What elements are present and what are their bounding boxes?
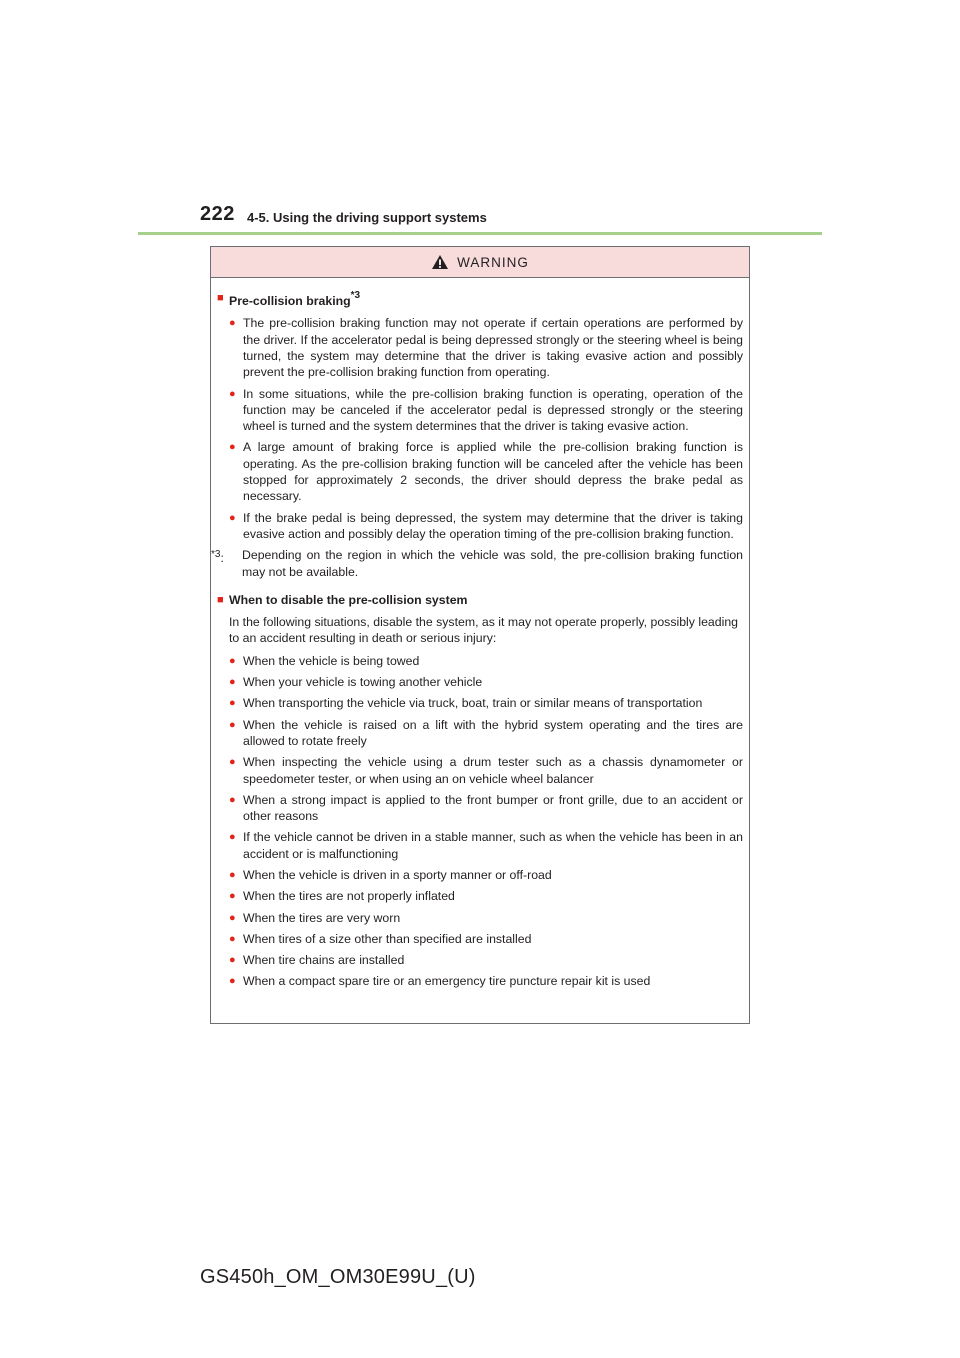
section1-heading: Pre-collision braking — [229, 294, 351, 309]
list-item-text: When your vehicle is towing another vehicle — [243, 675, 483, 690]
circle-bullet-icon: ● — [229, 317, 236, 330]
list-item — [217, 695, 743, 711]
circle-bullet-icon: ● — [229, 932, 236, 945]
list-item — [217, 653, 743, 669]
list-item-text: If the vehicle cannot be driven in a stable manner, such as when the vehicle has been in an accident or is malfunctioning — [243, 830, 743, 861]
warning-header — [211, 247, 749, 278]
square-bullet-icon: ■ — [217, 593, 224, 606]
footnote-text: Depending on the region in which the vehicle was sold, the pre-collision braking function may not be available. — [242, 548, 743, 579]
list-item-text: When the tires are very worn — [243, 910, 401, 925]
list-item — [217, 973, 743, 989]
warning-body — [211, 278, 749, 990]
warning-title: WARNING — [457, 254, 529, 270]
list-item — [217, 931, 743, 947]
header-rule — [138, 232, 822, 235]
list-item — [217, 510, 743, 543]
circle-bullet-icon: ● — [229, 890, 236, 903]
list-item-text: When the tires are not properly inflated — [243, 889, 455, 904]
list-item — [217, 754, 743, 787]
list-item — [217, 315, 743, 380]
square-bullet-icon: ■ — [217, 292, 224, 304]
footnote-mark: *3 — [211, 549, 221, 561]
list-item — [217, 952, 743, 968]
list-item-text: When the vehicle is being towed — [243, 653, 420, 668]
list-item — [217, 439, 743, 504]
list-item — [217, 717, 743, 750]
list-item-text: When a compact spare tire or an emergency tire puncture repair kit is used — [243, 974, 651, 989]
circle-bullet-icon: ● — [229, 654, 236, 667]
list-item-text: When the vehicle is driven in a sporty manner or off-road — [243, 868, 552, 882]
list-item-text: When transporting the vehicle via truck, boat, train or similar means of transportation — [243, 696, 703, 711]
footnote: $^{*3}$: Depending on the region in which the vehicle was sold, the pre-collision braking function may not be available. — [211, 548, 743, 579]
list-item-text: When tires of a size other than specified are installed — [243, 931, 532, 946]
circle-bullet-icon: ● — [229, 441, 236, 454]
list-item — [217, 867, 743, 883]
section-title: 4-5. Using the driving support systems — [247, 210, 487, 225]
warning-triangle-icon — [431, 254, 449, 270]
page-number: 222 — [200, 203, 235, 225]
section-heading-disable-pre-collision — [217, 592, 743, 608]
circle-bullet-icon: ● — [229, 954, 236, 967]
section2-heading: When to disable the pre-collision system — [229, 592, 468, 607]
circle-bullet-icon: ● — [229, 975, 236, 988]
list-item-text: In some situations, while the pre-collision braking function is operating, operation of the function may be canceled if the accelerator pedal is depressed strongly or the steering wheel is turned and the system determines that the driver is taking evasive action. — [243, 386, 743, 434]
list-item — [217, 792, 743, 825]
circle-bullet-icon: ● — [229, 676, 236, 689]
list-item-text: When a strong impact is applied to the front bumper or front grille, due to an accident or other reasons — [243, 792, 743, 824]
circle-bullet-icon: ● — [229, 756, 236, 769]
list-item-text: When tire chains are installed — [243, 953, 405, 968]
document-code: GS450h_OM_OM30E99U_(U) — [200, 1266, 476, 1288]
list-item — [217, 910, 743, 926]
warning-box — [210, 246, 750, 1024]
list-item-text: When inspecting the vehicle using a drum tester such as a chassis dynamometer or speedometer tester, or when using an on vehicle wheel balancer — [243, 755, 743, 786]
list-item — [217, 829, 743, 862]
section-heading-pre-collision-braking — [217, 290, 743, 309]
section1-heading-sup: *3 — [350, 290, 361, 301]
circle-bullet-icon: ● — [229, 697, 236, 710]
circle-bullet-icon: ● — [229, 911, 236, 924]
section2-intro: In the following situations, disable the system, as it may not operate properly, possibly leading to an accident resulting in death or serious injury: — [229, 615, 738, 646]
circle-bullet-icon: ● — [229, 869, 236, 881]
circle-bullet-icon: ● — [229, 718, 236, 731]
circle-bullet-icon: ● — [229, 387, 236, 400]
list-item — [217, 386, 743, 435]
list-item-text: When the vehicle is raised on a lift with the hybrid system operating and the tires are allowed to rotate freely — [243, 717, 743, 748]
list-item — [217, 888, 743, 904]
list-item-text: If the brake pedal is being depressed, the system may determine that the driver is taking evasive action and possibly delay the operation timing of the pre-collision braking function. — [243, 510, 743, 541]
list-item — [217, 674, 743, 690]
list-item-text: The pre-collision braking function may not operate if certain operations are performed by the driver. If the accelerator pedal is being depressed strongly or the steering wheel is being turned, the system may determine that the driver is taking evasive action and possibly prevent the pre-collision braking function from operating. — [243, 316, 743, 380]
circle-bullet-icon: ● — [229, 831, 236, 844]
circle-bullet-icon: ● — [229, 793, 236, 806]
list-item-text: A large amount of braking force is applied while the pre-collision braking function is operating. As the pre-collision braking function will be canceled after the vehicle has been stopped for approximately 2 seconds, the driver should depress the brake pedal as necessary. — [243, 440, 743, 504]
circle-bullet-icon: ● — [229, 511, 236, 524]
